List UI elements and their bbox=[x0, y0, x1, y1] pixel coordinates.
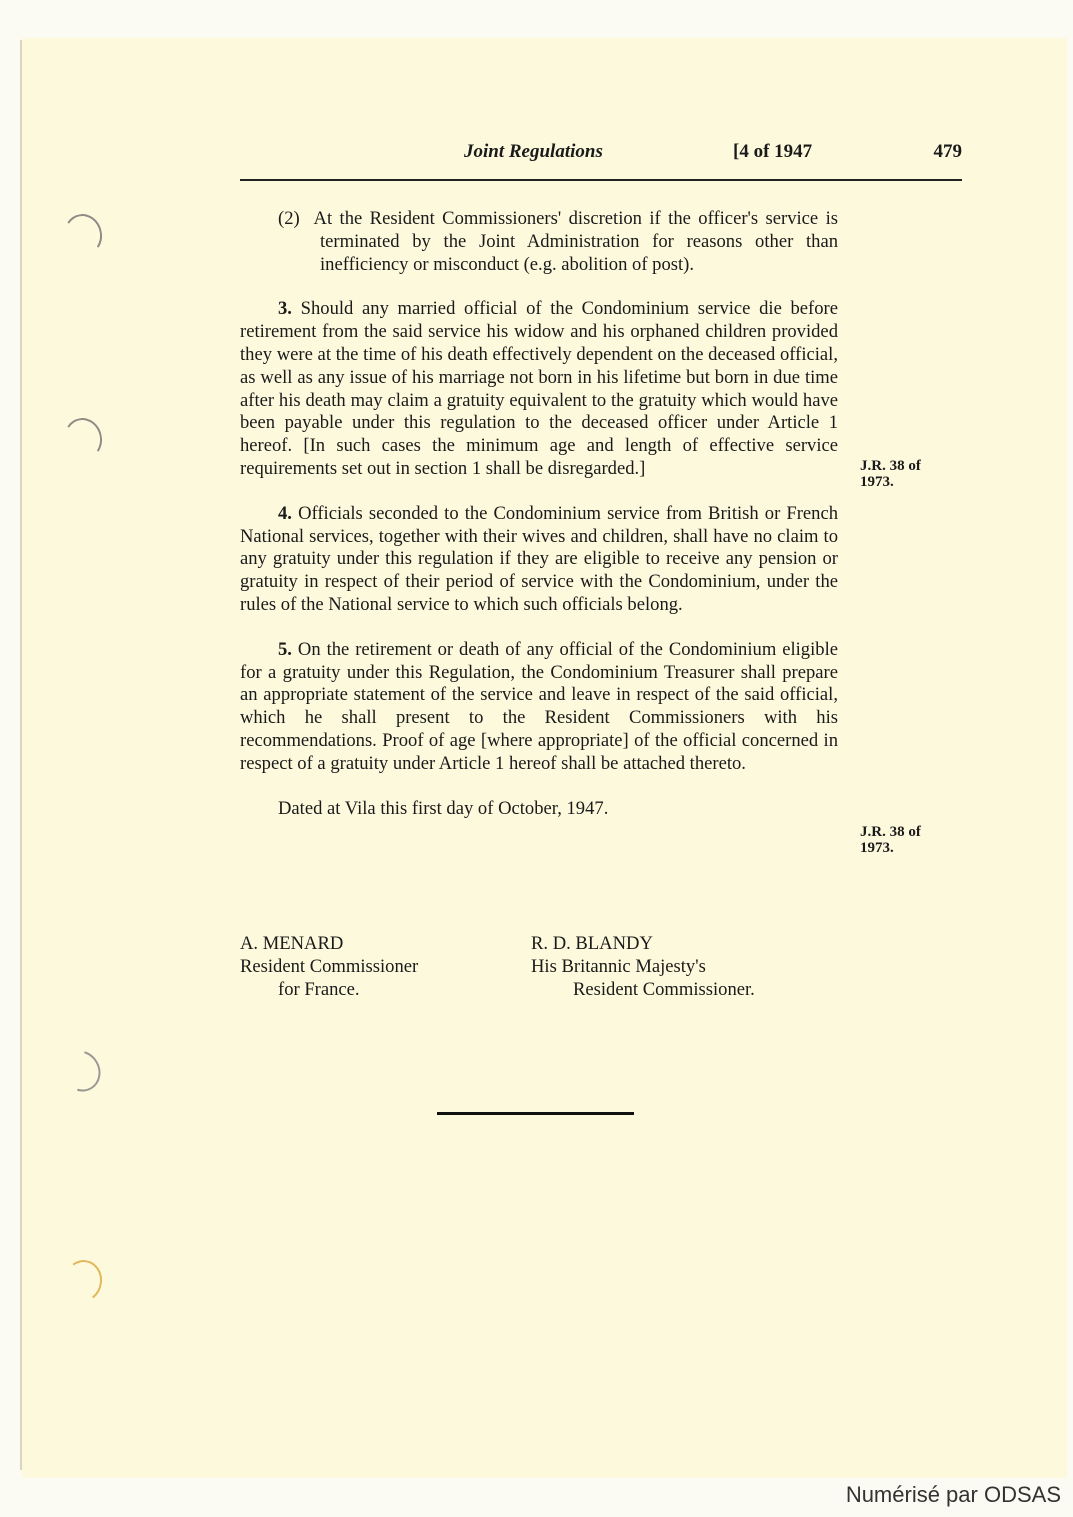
margin-note bbox=[860, 824, 950, 856]
section-text: Officials seconded to the Condominium service from British or French National services, together with their wives and children, shall have no claim to any gratuity under this regulation if they are eligible to receive any pension or gratuity in respect of their period of service with the Condominium, under the rules of the National service to which such officials belong. bbox=[240, 502, 839, 615]
digitization-credit: Numérisé par ODSAS bbox=[845, 1482, 1061, 1507]
header-reference: [4 of 1947 bbox=[733, 141, 813, 162]
signatory-name: R. D. BLANDY bbox=[531, 933, 653, 954]
section-3 bbox=[240, 298, 838, 480]
signatory-name: A. MENARD bbox=[240, 933, 344, 954]
margin-note-line: 1973. bbox=[860, 840, 894, 856]
signatory-title: Resident Commissioner bbox=[240, 956, 419, 977]
end-rule bbox=[437, 1112, 634, 1115]
section-text: Should any married official of the Condominium service die before retirement from the said service his widow and his orphaned children provided they were at the time of his death effectively dependent on the deceased official, as well as any issue of his marriage not born in his lifetime but born in due time after his death may claim a gratuity equivalent to the gratuity which would have been payable under this regulation to the deceased officer under Article 1 hereof. [In such cases the minimum age and length of effective service requirements set out in section 1 shall be disregarded.] bbox=[240, 298, 838, 479]
section-number: 4. bbox=[278, 502, 292, 524]
subsection-2 bbox=[240, 208, 838, 276]
margin-note-line: J.R. 38 of bbox=[860, 458, 921, 474]
signatory-title: His Britannic Majesty's bbox=[531, 956, 706, 977]
section-number: 5. bbox=[278, 638, 292, 660]
subsection-text: At the Resident Commissioners' discretion if the officer's service is terminated by the Joint Administration for reasons other than inefficiency or misconduct (e.g. abolition of post). bbox=[313, 208, 838, 275]
subsection-label: (2) bbox=[278, 208, 300, 229]
signatory-title: Resident Commissioner. bbox=[573, 979, 755, 1000]
margin-note-line: J.R. 38 of bbox=[860, 824, 921, 840]
margin-note bbox=[860, 458, 950, 490]
section-text: On the retirement or death of any official of the Condominium eligible for a gratuity under this Regulation, the Condominium Treasurer shall prepare an appropriate statement of the service and leave in respect of the said official, which he shall present to the Resident Commissioners with his recommendations. Proof of age [where appropriate] of the official concerned in respect of a gratuity under Article 1 hereof shall be attached thereto. bbox=[240, 638, 838, 774]
signature-left bbox=[240, 932, 418, 1001]
section-5 bbox=[240, 639, 838, 776]
scan-edge bbox=[20, 40, 22, 1470]
margin-note-line: 1973. bbox=[860, 474, 894, 490]
section-4 bbox=[240, 503, 838, 617]
signatory-title: for France. bbox=[278, 979, 360, 1000]
page-number: 479 bbox=[933, 141, 962, 162]
running-header bbox=[240, 141, 962, 169]
header-title: Joint Regulations bbox=[464, 141, 603, 162]
dated-line: Dated at Vila this first day of October, 1947. bbox=[278, 797, 609, 819]
section-number: 3. bbox=[278, 298, 292, 320]
header-rule bbox=[240, 179, 962, 181]
signature-right bbox=[531, 932, 755, 1001]
body-text bbox=[240, 208, 838, 842]
